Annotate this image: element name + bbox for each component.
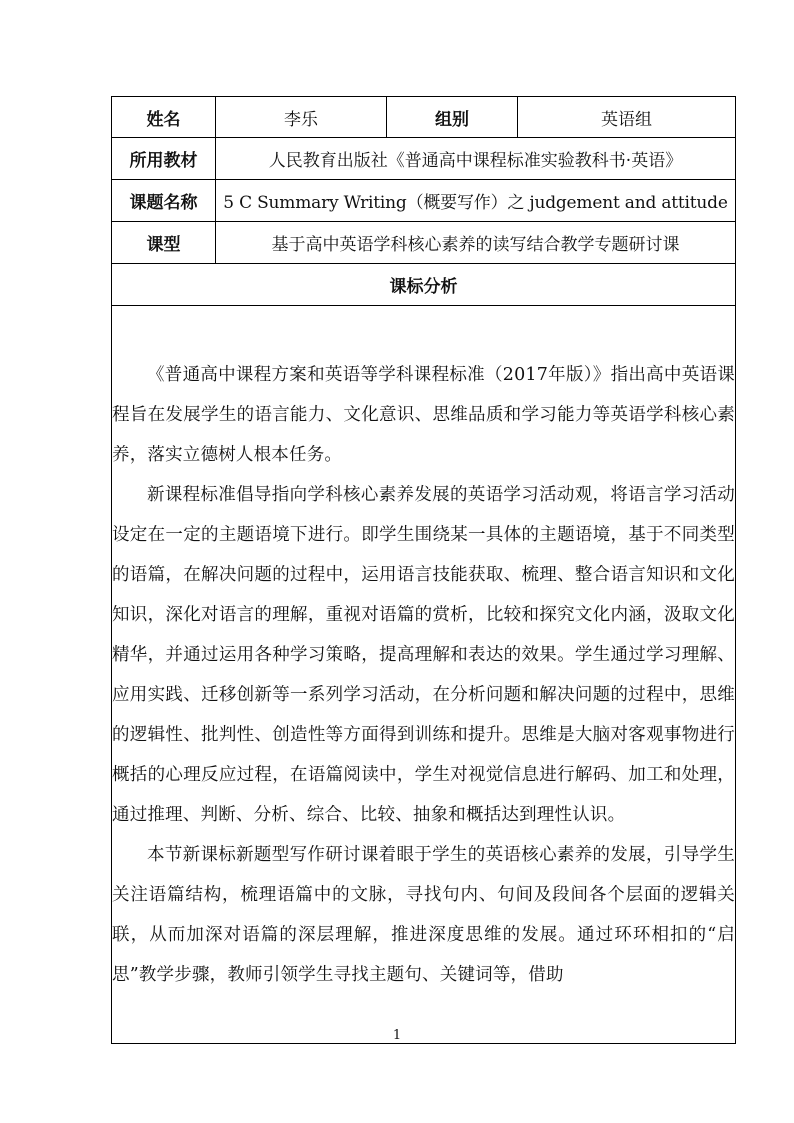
name-label: 姓名 bbox=[112, 97, 216, 138]
paragraph: 本节新课标新题型写作研讨课着眼于学生的英语核心素养的发展，引导学生关注语篇结构，梳理语篇中的文脉，寻找句内、句间及段间各个层面的逻辑关联，从而加深对语篇的深层理解，推进深度思维的发展。通过环环相扣的“启思”教学步骤，教师引领学生寻找主题句、关键词等，借助 bbox=[112, 844, 735, 985]
lesson-type-value: 基于高中英语学科核心素养的读写结合教学专题研讨课 bbox=[216, 222, 736, 264]
paragraph: 《普通高中课程方案和英语等学科课程标准（2017年版）》指出高中英语课程旨在发展学生的语言能力、文化意识、思维品质和学习能力等英语学科核心素养，落实立德树人根本任务。 bbox=[112, 364, 735, 465]
table-row bbox=[112, 264, 736, 306]
analysis-body bbox=[112, 306, 736, 1044]
table-row bbox=[112, 138, 736, 180]
table-row bbox=[112, 97, 736, 138]
paragraph: 新课程标准倡导指向学科核心素养发展的英语学习活动观，将语言学习活动设定在一定的主题语境下进行。即学生围绕某一具体的主题语境，基于不同类型的语篇，在解决问题的过程中，运用语言技能获取、梳理、整合语言知识和文化知识，深化对语言的理解，重视对语篇的赏析，比较和探究文化内涵，汲取文化精华，并通过运用各种学习策略，提高理解和表达的效果。学生通过学习理解、应用实践、迁移创新等一系列学习活动，在分析问题和解决问题的过程中，思维的逻辑性、批判性、创造性等方面得到训练和提升。思维是大脑对客观事物进行概括的心理反应过程，在语篇阅读中，学生对视觉信息进行解码、加工和处理，通过推理、判断、分析、综合、比较、抽象和概括达到理性认识。 bbox=[112, 484, 735, 825]
page-number: 1 bbox=[392, 1028, 402, 1043]
name-value: 李乐 bbox=[216, 97, 387, 138]
textbook-label: 所用教材 bbox=[112, 138, 216, 180]
topic-value: 5 C Summary Writing（概要写作）之 judgement and attitude bbox=[216, 180, 736, 222]
textbook-value: 人民教育出版社《普通高中课程标准实验教科书·英语》 bbox=[216, 138, 736, 180]
lesson-type-label: 课型 bbox=[112, 222, 216, 264]
table-row bbox=[112, 222, 736, 264]
lesson-plan-table bbox=[111, 96, 736, 1044]
table-row bbox=[112, 180, 736, 222]
table-row bbox=[112, 306, 736, 1044]
group-label: 组别 bbox=[387, 97, 518, 138]
topic-label: 课题名称 bbox=[112, 180, 216, 222]
group-value: 英语组 bbox=[518, 97, 736, 138]
section-title: 课标分析 bbox=[112, 264, 736, 306]
